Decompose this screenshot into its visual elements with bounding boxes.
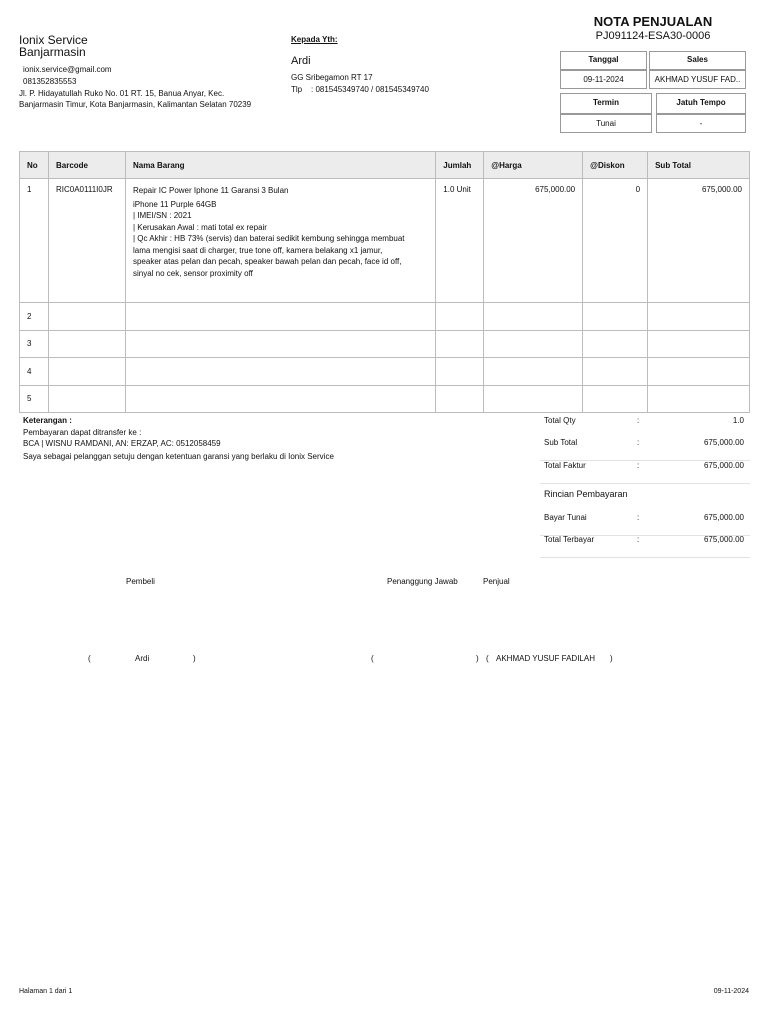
table-row bbox=[20, 179, 750, 303]
tanggal-value: 09-11-2024 bbox=[583, 75, 624, 84]
footer-page: Halaman 1 dari 1 bbox=[19, 988, 73, 995]
colon: : bbox=[637, 513, 640, 522]
total-qty-label: Total Qty bbox=[544, 416, 576, 425]
pembeli-name: Ardi bbox=[135, 654, 150, 663]
summary-total-terbayar bbox=[540, 535, 750, 558]
tanggal-label: Tanggal bbox=[588, 55, 619, 64]
company-email: ionix.service@gmail.com bbox=[23, 65, 112, 74]
summary-sub-total bbox=[540, 438, 750, 461]
total-faktur-value: 675,000.00 bbox=[703, 461, 744, 470]
sales-label: Sales bbox=[687, 55, 708, 64]
row-no: 5 bbox=[20, 385, 49, 413]
recipient-tlp-value: : 081545349740 / 081545349740 bbox=[311, 85, 429, 94]
item-diskon: 0 bbox=[583, 179, 648, 303]
jatuh-tempo-label: Jatuh Tempo bbox=[676, 98, 726, 107]
header-harga: @Harga bbox=[484, 152, 583, 179]
item-barcode: RIC0A0111I0JR bbox=[48, 179, 125, 303]
recipient-tlp-label: Tlp bbox=[291, 85, 303, 94]
header-diskon: @Diskon bbox=[583, 152, 648, 179]
header-nama-barang: Nama Barang bbox=[125, 152, 435, 179]
recipient-name: Ardi bbox=[291, 55, 311, 67]
bayar-tunai-value: 675,000.00 bbox=[703, 513, 744, 522]
colon: : bbox=[637, 461, 640, 470]
table-row bbox=[20, 358, 750, 386]
penjual-open-paren: ( bbox=[486, 654, 489, 663]
item-desc-line: sinyal no cek, sensor proximity off bbox=[132, 268, 253, 278]
table-header-row bbox=[20, 152, 750, 179]
jatuh-tempo-value-cell bbox=[656, 114, 746, 133]
notes-heading: Keterangan : bbox=[23, 416, 72, 425]
bayar-tunai-label: Bayar Tunai bbox=[544, 513, 587, 522]
item-description bbox=[125, 179, 435, 303]
item-desc-line: Repair IC Power Iphone 11 Garansi 3 Bulan bbox=[132, 186, 289, 195]
sub-total-value: 675,000.00 bbox=[703, 438, 744, 447]
penanggung-close-paren: ) bbox=[476, 654, 479, 663]
total-faktur-label: Total Faktur bbox=[544, 461, 586, 470]
row-no: 3 bbox=[20, 330, 49, 358]
penjual-name: AKHMAD YUSUF FADILAH bbox=[496, 654, 595, 663]
item-desc-line: speaker atas pelan dan pecah, speaker bawah pelan dan pecah, face id off, bbox=[132, 257, 402, 266]
company-phone: 081352835553 bbox=[23, 77, 77, 86]
items-table bbox=[19, 151, 750, 413]
header-barcode: Barcode bbox=[48, 152, 125, 179]
total-terbayar-value: 675,000.00 bbox=[703, 535, 744, 544]
sales-value: AKHMAD YUSUF FAD.. bbox=[654, 75, 741, 84]
recipient-heading: Kepada Yth: bbox=[291, 35, 338, 44]
sub-total-label: Sub Total bbox=[544, 438, 578, 447]
item-desc-line: iPhone 11 Purple 64GB bbox=[132, 199, 217, 209]
header-no: No bbox=[20, 152, 49, 179]
company-address-line1: Jl. P. Hidayatullah Ruko No. 01 RT. 15, Banua Anyar, Kec. bbox=[19, 89, 225, 98]
sales-label-cell bbox=[649, 51, 746, 70]
company-name-line2: Banjarmasin bbox=[19, 45, 86, 59]
row-no: 2 bbox=[20, 303, 49, 331]
item-desc-line: lama mengisi saat di charger, true tone off, kamera belakang x1 jamur, bbox=[132, 245, 383, 255]
penjual-label: Penjual bbox=[483, 577, 510, 586]
header-sub-total: Sub Total bbox=[648, 152, 750, 179]
item-desc-line: | Kerusakan Awal : mati total ex repair bbox=[132, 222, 267, 232]
tanggal-value-cell bbox=[560, 70, 647, 89]
penanggung-open-paren: ( bbox=[371, 654, 374, 663]
table-row bbox=[20, 303, 750, 331]
colon: : bbox=[637, 416, 640, 425]
item-desc-line: | IMEI/SN : 2021 bbox=[132, 211, 192, 220]
pembeli-label: Pembeli bbox=[126, 577, 155, 586]
table-row bbox=[20, 385, 750, 413]
summary-total-qty bbox=[540, 416, 750, 438]
table-row bbox=[20, 330, 750, 358]
summary-bayar-tunai bbox=[540, 513, 750, 536]
footer-date: 09-11-2024 bbox=[713, 988, 749, 995]
termin-label-cell bbox=[560, 93, 652, 114]
rincian-heading: Rincian Pembayaran bbox=[544, 489, 628, 499]
colon: : bbox=[637, 535, 640, 544]
item-harga: 675,000.00 bbox=[484, 179, 583, 303]
header-jumlah: Jumlah bbox=[436, 152, 484, 179]
jatuh-tempo-value: - bbox=[699, 119, 703, 128]
recipient-address: GG Sribegamon RT 17 bbox=[291, 73, 373, 82]
pembeli-close-paren: ) bbox=[193, 654, 196, 663]
termin-label: Termin bbox=[592, 98, 620, 107]
colon: : bbox=[637, 438, 640, 447]
company-name-line1: Ionix Service bbox=[19, 33, 88, 47]
company-address-line2: Banjarmasin Timur, Kota Banjarmasin, Kalimantan Selatan 70239 bbox=[19, 100, 252, 109]
sales-value-cell bbox=[649, 70, 746, 89]
notes-line1: Pembayaran dapat ditransfer ke : bbox=[23, 428, 142, 437]
termin-value-cell bbox=[560, 114, 652, 133]
tanggal-label-cell bbox=[560, 51, 647, 70]
penjual-close-paren: ) bbox=[610, 654, 613, 663]
notes-line3: Saya sebagai pelanggan setuju dengan ketentuan garansi yang berlaku di Ionix Service bbox=[23, 452, 334, 461]
item-desc-line: | Qc Akhir : HB 73% (servis) dan baterai sedikit kembung sehingga membuat bbox=[132, 234, 405, 243]
item-no: 1 bbox=[20, 179, 49, 303]
penanggung-jawab-label: Penanggung Jawab bbox=[387, 577, 458, 586]
invoice-number: PJ091124-ESA30-0006 bbox=[595, 30, 711, 42]
termin-value: Tunai bbox=[596, 119, 616, 128]
jatuh-tempo-label-cell bbox=[656, 93, 746, 114]
row-no: 4 bbox=[20, 358, 49, 386]
total-qty-value: 1.0 bbox=[732, 416, 744, 425]
summary-total-faktur bbox=[540, 461, 750, 484]
notes-line2: BCA | WISNU RAMDANI, AN: ERZAP, AC: 0512058459 bbox=[23, 439, 221, 448]
total-terbayar-label: Total Terbayar bbox=[544, 535, 595, 544]
pembeli-open-paren: ( bbox=[88, 654, 91, 663]
item-subtotal: 675,000.00 bbox=[648, 179, 750, 303]
item-jumlah: 1.0 Unit bbox=[436, 179, 484, 303]
invoice-title: NOTA PENJUALAN bbox=[593, 14, 713, 29]
